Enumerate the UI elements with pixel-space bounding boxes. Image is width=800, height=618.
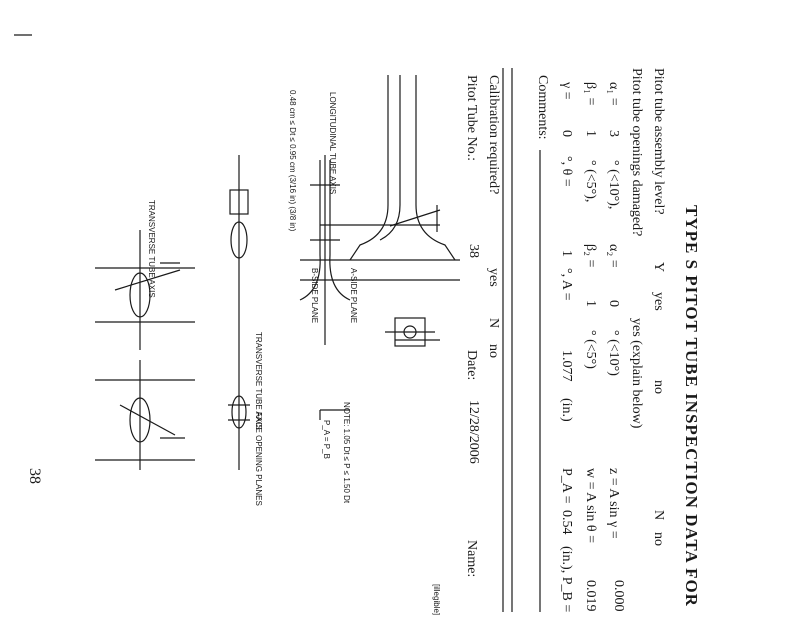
- beta2-value: 1: [583, 300, 598, 307]
- assembly-level-question: Pitot tube assembly level?: [651, 68, 666, 215]
- date-label: Date:: [464, 350, 479, 381]
- pa-value: 0.54: [559, 510, 574, 535]
- w-formula: w = A sin θ =: [583, 468, 598, 544]
- word-no-3: no: [486, 344, 501, 358]
- a-label: °, A =: [559, 268, 574, 301]
- alpha2-value: 0: [606, 300, 621, 307]
- pitot-no-value: 38: [466, 244, 481, 258]
- alpha2-label: α₂ =: [606, 244, 621, 268]
- comments-label: Comments:: [535, 75, 550, 140]
- pa-unit: (in.), P_B =: [559, 546, 574, 613]
- theta-value: 1: [559, 250, 574, 257]
- assembly-level-answer: Y: [651, 262, 666, 273]
- name-value: [illegible]: [432, 584, 441, 616]
- beta1-value: 1: [583, 130, 598, 137]
- dt-note: 0.48 cm ≤ Dt ≤ 0.95 cm (3/16 in) (3/8 in): [288, 90, 297, 232]
- gamma-value: 0: [559, 130, 574, 137]
- word-no: no: [651, 380, 666, 394]
- calibration-answer: N: [486, 318, 501, 329]
- pa-pb-note: P_A = P_B: [322, 420, 331, 459]
- face-opening-planes-label: FACE OPENING PLANES: [254, 412, 263, 506]
- word-no-2: no: [651, 532, 666, 546]
- page-number: 38: [26, 468, 43, 484]
- openings-question: Pitot tube openings damaged?: [629, 68, 644, 237]
- alpha2-limit: ° (<10°): [606, 330, 621, 376]
- transverse-axis-label-2: TRANSVERSE TUBE AXIS: [147, 200, 156, 298]
- transverse-axis-label-1: TRANSVERSE TUBE AXIS: [254, 332, 263, 430]
- beta2-label: β₂ =: [583, 244, 598, 268]
- openings-answer: N: [651, 510, 666, 521]
- word-yes-2: yes: [486, 268, 501, 287]
- alpha1-limit: ° (<10°),: [606, 160, 621, 210]
- beta1-limit: ° (<5°),: [583, 160, 598, 203]
- alpha1-label: α₁ =: [606, 82, 621, 106]
- form-title: TYPE S PITOT TUBE INSPECTION DATA FOR: [682, 205, 701, 607]
- theta-label: °, θ =: [559, 156, 574, 187]
- w-value: 0.019: [583, 580, 598, 612]
- alpha1-value: 3: [606, 130, 621, 137]
- longitudinal-axis-label: LONGITUDINAL TUBE AXIS: [328, 92, 337, 195]
- z-value: 0.000: [611, 580, 626, 612]
- name-label: Name:: [464, 540, 479, 578]
- pa-label: P_A =: [559, 468, 574, 504]
- beta1-label: β₁ =: [583, 82, 598, 106]
- b-side-plane-label: B-SIDE PLANE: [310, 268, 319, 324]
- date-value: 12/28/2006: [466, 400, 481, 464]
- word-yes: yes: [651, 292, 666, 311]
- yes-explain-text: yes (explain below): [629, 318, 644, 429]
- a-side-plane-label: A-SIDE PLANE: [349, 268, 358, 324]
- pitot-no-label: Pitot Tube No.:: [464, 75, 479, 161]
- a-value: 1.077: [559, 350, 574, 382]
- z-formula: z = A sin γ =: [606, 468, 621, 539]
- dt-p-note: NOTE: 1.05 Dt ≤ P ≤ 1.50 Dt: [342, 402, 351, 504]
- a-unit: (in.): [559, 398, 574, 422]
- calibration-label: Calibration required?: [486, 75, 501, 195]
- beta2-limit: ° (<5°): [583, 330, 598, 369]
- gamma-label: γ =: [559, 82, 574, 100]
